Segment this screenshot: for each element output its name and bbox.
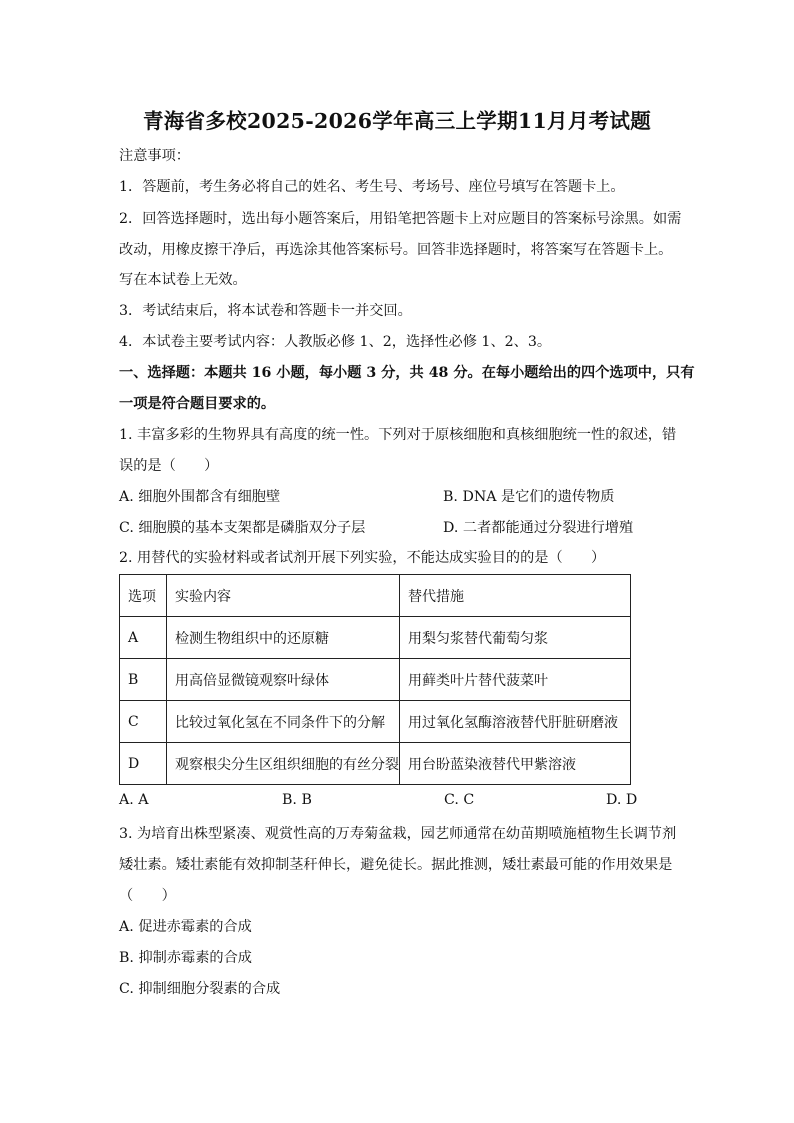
question-3-option-b: B. 抑制赤霉素的合成 xyxy=(119,950,252,966)
table-cell: 检测生物组织中的还原糖 xyxy=(167,617,400,659)
table-row xyxy=(120,617,631,659)
notice-item-1: 1．答题前，考生务必将自己的姓名、考生号、考场号、座位号填写在答题卡上。 xyxy=(119,179,625,195)
table-header-cell: 选项 xyxy=(120,575,167,617)
table-cell: 观察根尖分生区组织细胞的有丝分裂 xyxy=(167,743,400,785)
table-cell: 用高倍显微镜观察叶绿体 xyxy=(167,659,400,701)
table-row xyxy=(120,701,631,743)
table-cell: 用梨匀浆替代葡萄匀浆 xyxy=(400,617,631,659)
question-1-stem-line-1: 1. 丰富多彩的生物界具有高度的统一性。下列对于原核细胞和真核细胞统一性的叙述，错 xyxy=(119,427,677,443)
table-cell: D xyxy=(120,743,167,785)
table-row xyxy=(120,659,631,701)
table-cell: 比较过氧化氢在不同条件下的分解 xyxy=(167,701,400,743)
table-cell: 用过氧化氢酶溶液替代肝脏研磨液 xyxy=(400,701,631,743)
table-cell: 用藓类叶片替代菠菜叶 xyxy=(400,659,631,701)
question-1-option-c: C. 细胞膜的基本支架都是磷脂双分子层 xyxy=(119,520,366,536)
table-header-row xyxy=(120,575,631,617)
question-3-option-c: C. 抑制细胞分裂素的合成 xyxy=(119,981,281,997)
table-cell: B xyxy=(120,659,167,701)
question-3-stem-line-3: （ ） xyxy=(119,888,176,904)
notice-item-4: 4．本试卷主要考试内容：人教版必修 1、2，选择性必修 1、2、3。 xyxy=(119,334,552,350)
notice-item-2-line-1: 2．回答选择题时，选出每小题答案后，用铅笔把答题卡上对应题目的答案标号涂黑。如需 xyxy=(119,211,682,227)
question-1-option-b: B. DNA 是它们的遗传物质 xyxy=(443,489,615,505)
question-1-stem-line-2: 误的是（ ） xyxy=(119,458,219,474)
table-row xyxy=(120,743,631,785)
table-cell: C xyxy=(120,701,167,743)
exam-title: 青海省多校2025-2026学年高三上学期11月月考试题 xyxy=(142,109,652,133)
experiment-table xyxy=(119,574,631,785)
question-2-answer-b: B. B xyxy=(282,792,312,808)
section-heading-line-2: 一项是符合题目要求的。 xyxy=(119,396,276,412)
question-3-stem-line-2: 矮壮素。矮壮素能有效抑制茎秆伸长，避免徒长。据此推测，矮壮素最可能的作用效果是 xyxy=(119,857,673,873)
question-3-option-a: A. 促进赤霉素的合成 xyxy=(119,919,252,935)
question-2-stem: 2. 用替代的实验材料或者试剂开展下列实验，不能达成实验目的的是（ ） xyxy=(119,550,606,566)
question-2-answer-c: C. C xyxy=(444,792,475,808)
table-cell: A xyxy=(120,617,167,659)
table-cell: 用台盼蓝染液替代甲紫溶液 xyxy=(400,743,631,785)
question-2-answer-d: D. D xyxy=(606,792,638,808)
notice-item-2-line-3: 写在本试卷上无效。 xyxy=(119,272,247,288)
question-1-option-d: D. 二者都能通过分裂进行增殖 xyxy=(443,520,634,536)
table-header-cell: 替代措施 xyxy=(400,575,631,617)
table-header-cell: 实验内容 xyxy=(167,575,400,617)
notice-item-3: 3．考试结束后，将本试卷和答题卡一并交回。 xyxy=(119,303,412,319)
notice-heading: 注意事项： xyxy=(119,148,190,164)
notice-item-2-line-2: 改动，用橡皮擦干净后，再选涂其他答案标号。回答非选择题时，将答案写在答题卡上。 xyxy=(119,242,673,258)
question-2-answer-a: A. A xyxy=(119,792,149,808)
question-1-option-a: A. 细胞外围都含有细胞壁 xyxy=(119,489,281,505)
section-heading-line-1: 一、选择题：本题共 16 小题，每小题 3 分，共 48 分。在每小题给出的四个选项中，只有 xyxy=(119,365,695,381)
question-3-stem-line-1: 3. 为培育出株型紧凑、观赏性高的万寿菊盆栽，园艺师通常在幼苗期喷施植物生长调节剂 xyxy=(119,826,677,842)
